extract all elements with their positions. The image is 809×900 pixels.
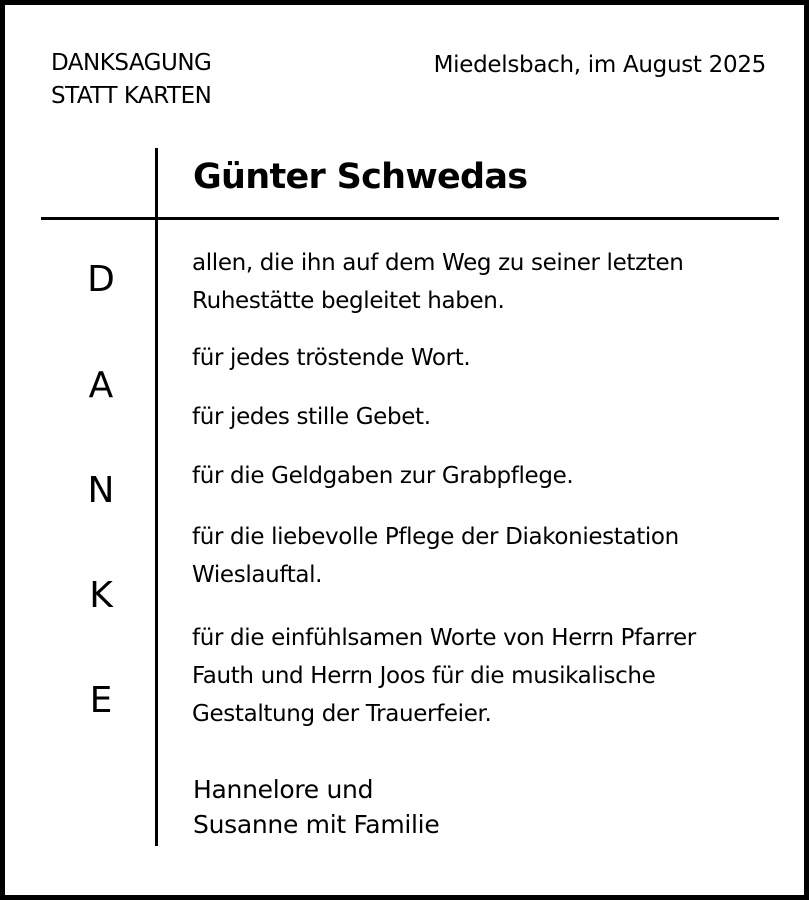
heading-line-2: STATT KARTEN (51, 83, 212, 109)
notice-heading (51, 47, 211, 113)
thanks-line-4: für die Geldgaben zur Grabpflege. (192, 463, 574, 489)
thanks-line-3: für jedes stille Gebet. (192, 404, 431, 430)
signature-line-1: Hannelore und (193, 775, 374, 804)
acrostic-letter-d: D (87, 259, 115, 300)
deceased-name: Günter Schwedas (193, 157, 528, 197)
thanks-line-5: für die liebevolle Pflege der Diakoniestation Wieslauftal. (192, 524, 679, 588)
heading-line-1: DANKSAGUNG (51, 50, 212, 76)
signature (193, 772, 439, 842)
acrostic-letter-k: K (89, 575, 113, 616)
acrostic-letter-e: E (89, 680, 113, 721)
signature-line-2: Susanne mit Familie (193, 810, 440, 839)
acrostic-letter-n: N (87, 470, 115, 511)
vertical-divider (155, 148, 158, 846)
thanks-line-2: für jedes tröstende Wort. (192, 345, 471, 371)
thanks-line-1: allen, die ihn auf dem Weg zu seiner letzten Ruhestätte begleitet haben. (192, 250, 684, 314)
horizontal-divider (41, 217, 779, 220)
place-date: Miedelsbach, im August 2025 (433, 52, 766, 78)
thanks-line-6: für die einfühlsamen Worte von Herrn Pfarrer Fauth und Herrn Joos für die musikalische Gestaltung der Trauerfeier. (192, 625, 696, 727)
acrostic-letter-a: A (88, 365, 114, 406)
